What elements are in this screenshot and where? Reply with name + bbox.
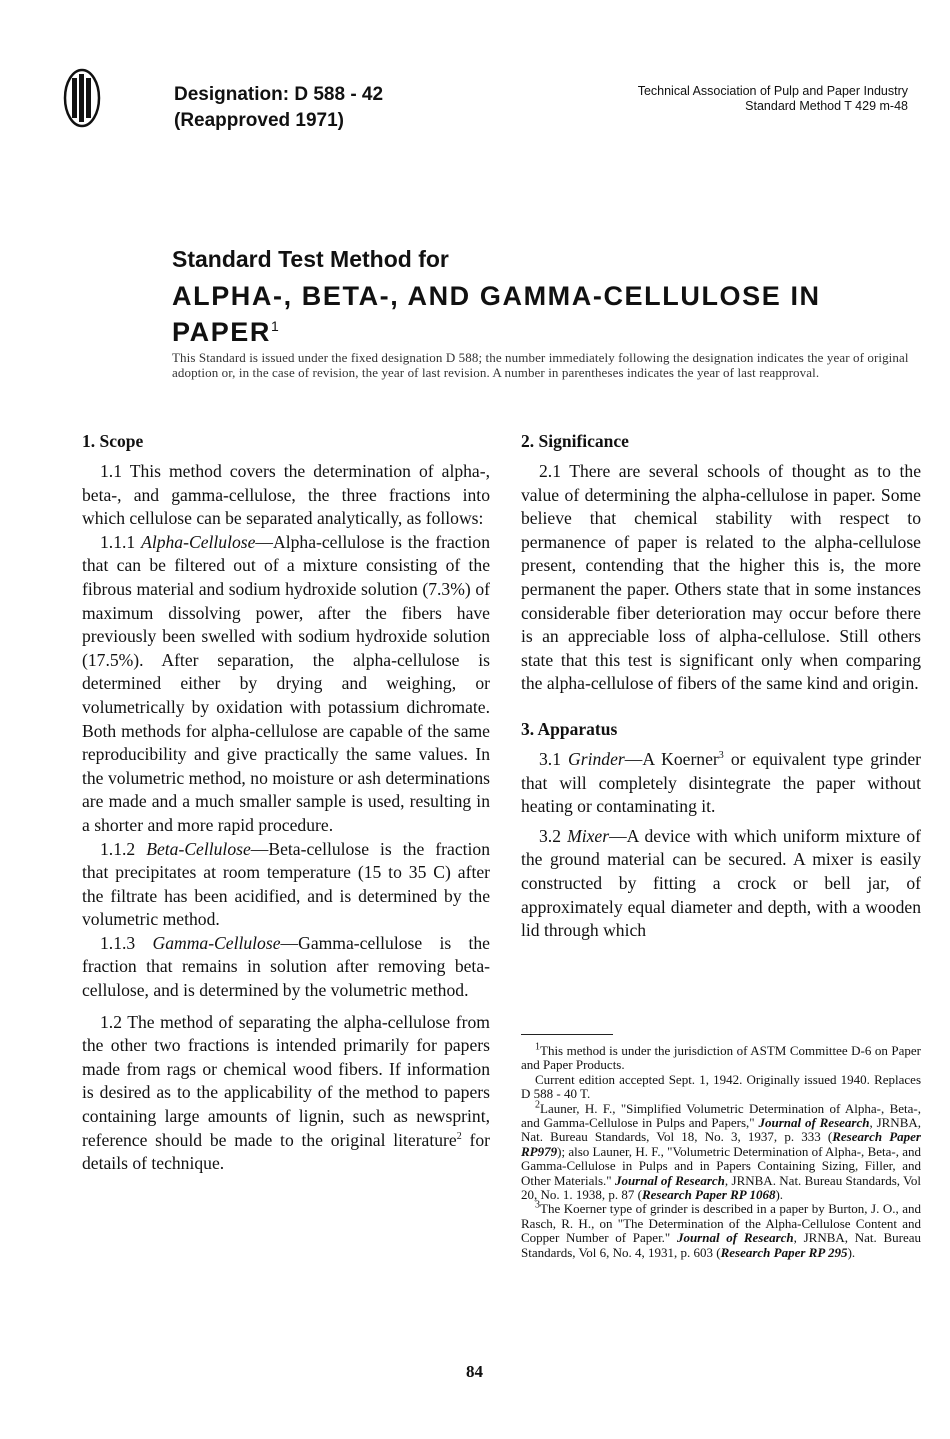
term: Grinder: [568, 748, 625, 769]
section-heading: 3. Apparatus: [521, 718, 618, 739]
paragraph: [521, 748, 921, 819]
para-text: —Gamma-cellulose is the fraction that remains in solution after removing beta-cellulose, and is determined by the volumetric method.: [82, 932, 490, 1001]
term: Beta-Cellulose: [146, 838, 251, 859]
footnotes: [521, 1041, 921, 1260]
title-line1: Standard Test Method for: [172, 246, 449, 272]
paragraph: 2.1 There are several schools of thought as to the value of determining the alpha-cellulose in paper. Some believe that chemical stability with respect to permanence of paper is related to the alpha-cellulose present, contending that the higher this is, the more permanent the paper. Others state that in some instances considerable fiber deterioration may occur before there is an appreciable loss of alpha-cellulose. Still others state that this test is significant only when comparing the alpha-cellulose of fibers of the same kind and origin.: [521, 461, 921, 694]
term: Alpha-Cellulose: [141, 531, 256, 552]
para-text: or equivalent type grinder that will completely disintegrate the paper without heating or contaminating it.: [521, 748, 921, 817]
footnote-mark: 1: [271, 318, 279, 334]
right-column: [521, 430, 921, 943]
research-paper: Research Paper RP 1068: [641, 1187, 776, 1203]
paragraph: [82, 1011, 490, 1176]
tappi-block: [638, 84, 908, 114]
para-num: 1.1.2: [100, 838, 147, 859]
tappi-method: Standard Method T 429 m-48: [745, 99, 908, 113]
footnote-text: This method is under the jurisdiction of ASTM Committee D-6 on Paper and Paper Products.: [521, 1043, 921, 1073]
astm-logo: [63, 68, 101, 128]
para-num: 3.1: [539, 748, 569, 769]
para-text: for details of technique.: [82, 1129, 491, 1174]
research-paper: Research Paper RP 295: [720, 1244, 848, 1260]
term: Mixer: [567, 825, 610, 846]
para-num: 3.2: [539, 825, 568, 846]
footnote-3: [521, 1202, 921, 1260]
footnote-rule: [521, 1034, 613, 1035]
paragraph: [521, 825, 921, 943]
para-text: —Beta-cellulose is the fraction that precipitates at room temperature (15 to 35 C) after the filtrate has been acidified, and is determined by the volumetric method.: [82, 838, 490, 930]
paragraph: [82, 838, 490, 932]
para-text: —A Koerner: [624, 748, 719, 769]
footnote-text: , JRNBA, Nat. Bureau Standards, Vol 18, No. 3, 1937, p. 333 (: [521, 1115, 921, 1145]
designation-note: This Standard is issued under the fixed designation D 588; the number immediately following the designation indicates the year of original adoption or, in the case of revision, the year of last revision. A number in parentheses indicates the year of last reapproval.: [172, 350, 909, 380]
footnote-mark: 2: [456, 1130, 462, 1142]
footnote-text: Launer, H. F., "Simplified Volumetric Determination of Alpha-, Beta-, and Gamma-Cellulose in Pulps and Papers,": [521, 1100, 921, 1131]
research-paper: Research Paper RP979: [521, 1129, 921, 1159]
paragraph: 1.1 This method covers the determination of alpha-, beta-, and gamma-cellulose, the three fractions into which cellulose can be separated analytically, as follows:: [82, 461, 490, 529]
paragraph: [82, 531, 490, 838]
footnote-mark: 2: [535, 1099, 540, 1111]
footnote-text: ).: [775, 1187, 784, 1203]
para-text: —Alpha-cellulose is the fraction that can be filtered out of a mixture consisting of the fibrous material and sodium hydroxide solution (7.3%) of maximum dissolving power, after the fibers have previously been swelled with sodium hydroxide solution (17.5%). After separation, the alpha-cellulose is determined either by drying and weighing, or volumetrically by oxidation with potassium dichromate. Both methods for alpha-cellulose are capable of the same reproducibility and give practically the same values. In the volumetric method, no moisture or ash determinations are made and a much smaller sample is used, resulting in a shorter and more rapid procedure.: [82, 531, 490, 835]
journal: Journal of Research: [758, 1115, 870, 1131]
footnote-text: , JRNBA, Nat. Bureau Standards, Vol 6, No. 4, 1931, p. 603 (: [521, 1230, 921, 1260]
reapproved: (Reapproved 1971): [174, 110, 345, 131]
para-text: —A device with which uniform mixture of the ground material can be secured. A mixer is easily constructed by fitting a crock or bell jar, of approximately equal diameter and depth, with a wooden lid through which: [521, 825, 922, 941]
para-num: 1.1.3: [100, 932, 153, 953]
para-text: 1.2 The method of separating the alpha-cellulose from the other two fractions is intended primarily for papers made from rags or chemical wood fibers. If information is desired as to the applicability of the method to papers containing large amounts of lignin, such as newsprint, reference should be made to the original literature: [82, 1011, 490, 1150]
title-text: ALPHA-, BETA-, AND GAMMA-CELLULOSE IN PAPER: [172, 281, 821, 347]
document-title: [172, 244, 872, 350]
page-number: 84: [466, 1362, 483, 1381]
footnote-mark: 3: [718, 750, 724, 762]
journal: Journal of Research: [614, 1172, 725, 1188]
tappi-org: Technical Association of Pulp and Paper Industry: [637, 84, 908, 98]
footnote-text: The Koerner type of grinder is described in a paper by Burton, J. O., and Rasch, R. H., on "The Determination of the Alpha-Cellulose Content and Copper Number of Paper.": [521, 1201, 921, 1246]
para-num: 1.1.1: [100, 531, 142, 552]
designation-block: [174, 82, 383, 134]
left-column: [82, 430, 490, 1176]
section-heading: 1. Scope: [82, 431, 144, 451]
footnote-2: [521, 1099, 921, 1203]
title-line2: [172, 278, 872, 350]
footnote-text: ).: [847, 1244, 856, 1260]
footnote-mark: 3: [535, 1200, 540, 1212]
footnote-text: , JRNBA. Nat. Bureau Standards, Vol 20, No. 1. 1938, p. 87 (: [521, 1172, 921, 1203]
journal: Journal of Research: [676, 1230, 794, 1246]
section-heading: 2. Significance: [521, 431, 629, 451]
footnote-1: [521, 1041, 921, 1073]
footnote-text: ); also Launer, H. F., "Volumetric Determination of Alpha-, Beta-, and Gamma-Cellulose in Pulps and in Papers Containing Sizing, Filler, and Other Materials.": [521, 1143, 921, 1188]
designation: Designation: D 588 - 42: [174, 84, 384, 105]
term: Gamma-Cellulose: [152, 932, 281, 953]
paragraph: [82, 932, 490, 1003]
footnote-1b: Current edition accepted Sept. 1, 1942. Originally issued 1940. Replaces D 588 - 40 T.: [521, 1071, 921, 1102]
footnote-mark: 1: [535, 1041, 540, 1053]
